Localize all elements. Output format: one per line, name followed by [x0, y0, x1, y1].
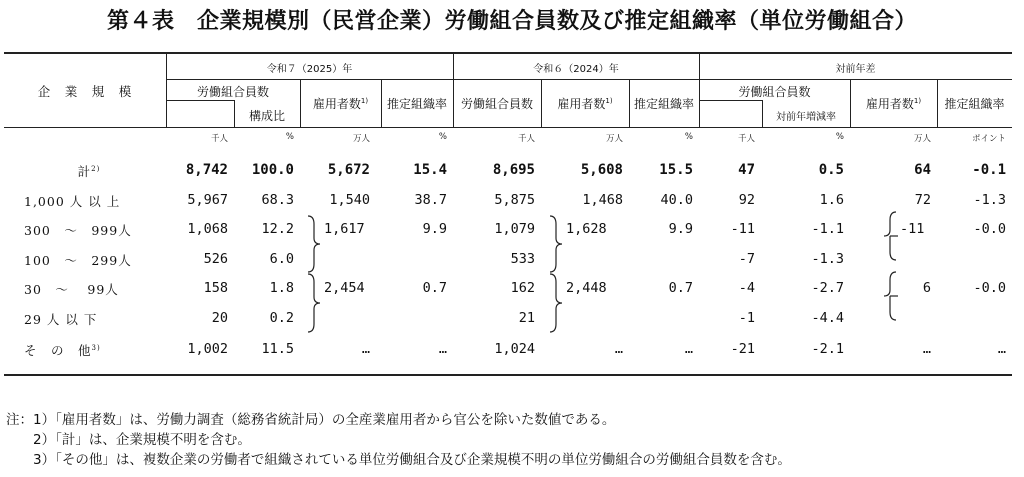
cell-e24: 1,468 [582, 192, 623, 208]
cell-m25: 158 [203, 280, 228, 296]
unit-e25: 万人 [352, 134, 370, 144]
header-comp: 構成比 [248, 109, 285, 123]
unit-dm: 千人 [737, 134, 755, 144]
footnote-3: 3）「その他」は、複数企業の労働者で組織されている単位労働組合及び企業規模不明の単位労働組合の労働組合員数を含む。 [6, 452, 791, 468]
cell-m24: 5,875 [494, 192, 535, 208]
header-members-diff: 労働組合員数 [738, 85, 811, 99]
header-yoy: 対前年増減率 [776, 112, 836, 123]
rule-bottom [4, 374, 1012, 376]
cell-c25: 11.5 [261, 341, 294, 357]
cell-e25: 5,672 [327, 162, 370, 178]
data-table [4, 52, 1012, 376]
brace-icon [306, 214, 322, 274]
cell-c25: 100.0 [251, 162, 294, 178]
cell-r25: … [438, 341, 447, 357]
cell-r25: 15.4 [413, 162, 447, 178]
rule-group [166, 79, 1012, 80]
cell-m24: 162 [510, 280, 535, 296]
header-size: 企 業 規 模 [37, 84, 133, 99]
brace-icon [548, 214, 564, 274]
brace-icon [548, 272, 564, 334]
cell-c25: 1.8 [269, 280, 294, 296]
cell-dm: -21 [730, 341, 755, 357]
cell-dy: -1.3 [811, 251, 844, 267]
cell-r24: 15.5 [659, 162, 693, 178]
merged-a-r24: 9.9 [668, 221, 693, 237]
header-rate-diff: 推定組織率 [944, 97, 1005, 111]
cell-dm: 47 [738, 162, 755, 178]
cell-c25: 0.2 [269, 310, 294, 326]
unit-r24: % [684, 132, 693, 142]
header-2024: 令和６（2024）年 [533, 64, 619, 75]
merged-a-de: -11 [900, 221, 925, 237]
cell-e24: … [614, 341, 623, 357]
rule-sub-25 [166, 100, 234, 101]
cell-dy: -2.1 [811, 341, 844, 357]
cell-r24: … [684, 341, 693, 357]
header-rate-24: 推定組織率 [633, 97, 694, 111]
cell-c25: 68.3 [261, 192, 294, 208]
cell-m24: 533 [510, 251, 535, 267]
footnote-2: 2）「計」は、企業規模不明を含む。 [6, 432, 251, 448]
cell-de: … [922, 341, 931, 357]
unit-dr: ポイント [971, 134, 1006, 144]
unit-de: 万人 [913, 134, 931, 144]
cell-m24: 1,079 [494, 221, 535, 237]
cell-m25: 1,002 [187, 341, 228, 357]
cell-dr: … [997, 341, 1006, 357]
rule-header [4, 127, 1012, 128]
merged-a-e25: 1,617 [324, 221, 365, 237]
cell-c25: 12.2 [261, 221, 294, 237]
merged-a-e24: 1,628 [566, 221, 607, 237]
brace-icon [884, 270, 900, 322]
cell-m25: 526 [203, 251, 228, 267]
cell-m24: 1,024 [494, 341, 535, 357]
cell-r25: 38.7 [414, 192, 447, 208]
brace-icon [884, 210, 900, 262]
cell-dy: -2.7 [811, 280, 844, 296]
merged-b-de: 6 [922, 280, 931, 296]
header-members-25: 労働組合員数 [196, 85, 269, 99]
cell-dm: 92 [738, 192, 755, 208]
row-label: 100 ～ 299人 [24, 253, 132, 268]
cell-r24: 40.0 [660, 192, 693, 208]
header-emp-24: 雇用者数$^{1)}$ [557, 97, 613, 111]
header-emp-diff: 雇用者数$^{1)}$ [865, 97, 922, 111]
cell-c25: 6.0 [269, 251, 294, 267]
cell-m25: 20 [211, 310, 228, 326]
footnotes [6, 410, 791, 470]
cell-de: 64 [914, 162, 931, 178]
header-diff: 対前年差 [835, 64, 876, 75]
cell-e24: 5,608 [580, 162, 623, 178]
cell-e25: … [361, 341, 370, 357]
cell-dy: 0.5 [818, 162, 844, 178]
brace-icon [306, 272, 322, 334]
unit-c25: % [285, 132, 294, 142]
row-label: 30 ～ 99人 [24, 282, 119, 297]
cell-de: 72 [914, 192, 931, 208]
cell-dm: -1 [738, 310, 755, 326]
row-label: 29 人 以 下 [24, 312, 98, 327]
unit-m24: 千人 [517, 134, 535, 144]
unit-dy: % [835, 132, 844, 142]
cell-dm: -4 [738, 280, 755, 296]
footnote-1: 注：1）「雇用者数」は、労働力調査（総務省統計局）の全産業雇用者から官公を除いた数値である。 [6, 412, 616, 428]
rule-sub-diff [700, 100, 762, 101]
cell-m25: 5,967 [187, 192, 228, 208]
merged-a-dr: -0.0 [973, 221, 1006, 237]
row-label: 300 ～ 999人 [24, 223, 132, 238]
header-rate-25: 推定組織率 [386, 97, 447, 111]
cell-m24: 8,695 [492, 162, 535, 178]
cell-m25: 8,742 [185, 162, 228, 178]
row-label: 計$^{2)}$ [77, 164, 101, 179]
cell-m24: 21 [518, 310, 535, 326]
table-title: 第４表 企業規模別（民営企業）労働組合員数及び推定組織率（単位労働組合） [106, 9, 917, 34]
merged-a-r25: 9.9 [422, 221, 447, 237]
header-members-24: 労働組合員数 [460, 97, 533, 111]
merged-b-r24: 0.7 [668, 280, 693, 296]
unit-m25: 千人 [210, 134, 228, 144]
row-label: そ の 他$^{3)}$ [24, 343, 101, 358]
cell-e25: 1,540 [329, 192, 370, 208]
cell-dm: -11 [730, 221, 755, 237]
merged-b-dr: -0.0 [973, 280, 1006, 296]
cell-dr: -1.3 [973, 192, 1006, 208]
cell-dy: 1.6 [819, 192, 844, 208]
rule-top [4, 52, 1012, 54]
cell-m25: 1,068 [187, 221, 228, 237]
merged-b-e24: 2,448 [566, 280, 607, 296]
unit-e24: 万人 [605, 134, 623, 144]
unit-r25: % [438, 132, 447, 142]
header-2025: 令和７（2025）年 [266, 64, 353, 75]
row-label: 1,000 人 以 上 [24, 194, 121, 209]
cell-dr: -0.1 [972, 162, 1006, 178]
header-emp-25: 雇用者数$^{1)}$ [312, 97, 369, 111]
cell-dy: -1.1 [811, 221, 844, 237]
merged-b-r25: 0.7 [422, 280, 447, 296]
cell-dm: -7 [738, 251, 755, 267]
cell-dy: -4.4 [811, 310, 844, 326]
merged-b-e25: 2,454 [324, 280, 365, 296]
